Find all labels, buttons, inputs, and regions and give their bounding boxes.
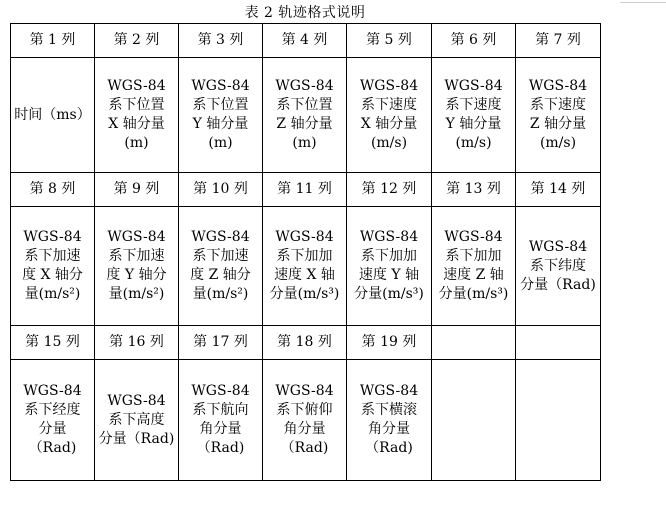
column-header: 第 18 列 xyxy=(263,326,347,360)
column-description: WGS-84 系下俯仰 角分量 （Rad) xyxy=(263,360,347,481)
column-header: 第 19 列 xyxy=(347,326,432,360)
column-header: 第 9 列 xyxy=(95,173,179,207)
column-header: 第 12 列 xyxy=(347,173,432,207)
column-header: 第 14 列 xyxy=(516,173,601,207)
empty-cell xyxy=(516,360,601,481)
table-row xyxy=(11,173,601,207)
column-header: 第 11 列 xyxy=(263,173,347,207)
column-header: 第 10 列 xyxy=(179,173,263,207)
column-header: 第 2 列 xyxy=(95,24,179,58)
column-description: WGS-84 系下加加 速度 Z 轴 分量(m/s³) xyxy=(432,207,516,326)
column-description: WGS-84 系下纬度 分量（Rad) xyxy=(516,207,601,326)
column-description: WGS-84 系下速度 X 轴分量 (m/s) xyxy=(347,58,432,173)
empty-cell xyxy=(432,360,516,481)
empty-header-cell xyxy=(516,326,601,360)
column-description: WGS-84 系下加加 速度 Y 轴 分量(m/s³) xyxy=(347,207,432,326)
column-header: 第 6 列 xyxy=(432,24,516,58)
column-description: WGS-84 系下横滚 角分量 （Rad) xyxy=(347,360,432,481)
column-header: 第 8 列 xyxy=(11,173,95,207)
column-header: 第 7 列 xyxy=(516,24,601,58)
column-description: WGS-84 系下加速 度 Y 轴分 量(m/s²) xyxy=(95,207,179,326)
column-description: WGS-84 系下速度 Z 轴分量 (m/s) xyxy=(516,58,601,173)
trajectory-format-table xyxy=(10,23,601,481)
column-description: 时间（ms） xyxy=(11,58,95,173)
column-header: 第 1 列 xyxy=(11,24,95,58)
table-row xyxy=(11,360,601,481)
column-description: WGS-84 系下加速 度 X 轴分 量(m/s²) xyxy=(11,207,95,326)
table-row xyxy=(11,326,601,360)
table-row xyxy=(11,58,601,173)
column-description: WGS-84 系下航向 角分量 （Rad) xyxy=(179,360,263,481)
column-description: WGS-84 系下加速 度 Z 轴分 量(m/s²) xyxy=(179,207,263,326)
column-description: WGS-84 系下高度 分量（Rad) xyxy=(95,360,179,481)
column-description: WGS-84 系下速度 Y 轴分量 (m/s) xyxy=(432,58,516,173)
column-description: WGS-84 系下位置 Y 轴分量 (m) xyxy=(179,58,263,173)
column-header: 第 4 列 xyxy=(263,24,347,58)
column-header: 第 13 列 xyxy=(432,173,516,207)
column-description: WGS-84 系下位置 X 轴分量 (m) xyxy=(95,58,179,173)
column-header: 第 3 列 xyxy=(179,24,263,58)
table-caption: 表 2 轨迹格式说明 xyxy=(244,5,366,21)
column-header: 第 15 列 xyxy=(11,326,95,360)
column-description: WGS-84 系下位置 Z 轴分量 (m) xyxy=(263,58,347,173)
column-description: WGS-84 系下经度 分量 （Rad) xyxy=(11,360,95,481)
column-header: 第 16 列 xyxy=(95,326,179,360)
column-header: 第 5 列 xyxy=(347,24,432,58)
column-header: 第 17 列 xyxy=(179,326,263,360)
table-row xyxy=(11,24,601,58)
empty-header-cell xyxy=(432,326,516,360)
column-description: WGS-84 系下加加 速度 X 轴 分量(m/s³) xyxy=(263,207,347,326)
top-rule xyxy=(620,2,666,3)
table-row xyxy=(11,207,601,326)
